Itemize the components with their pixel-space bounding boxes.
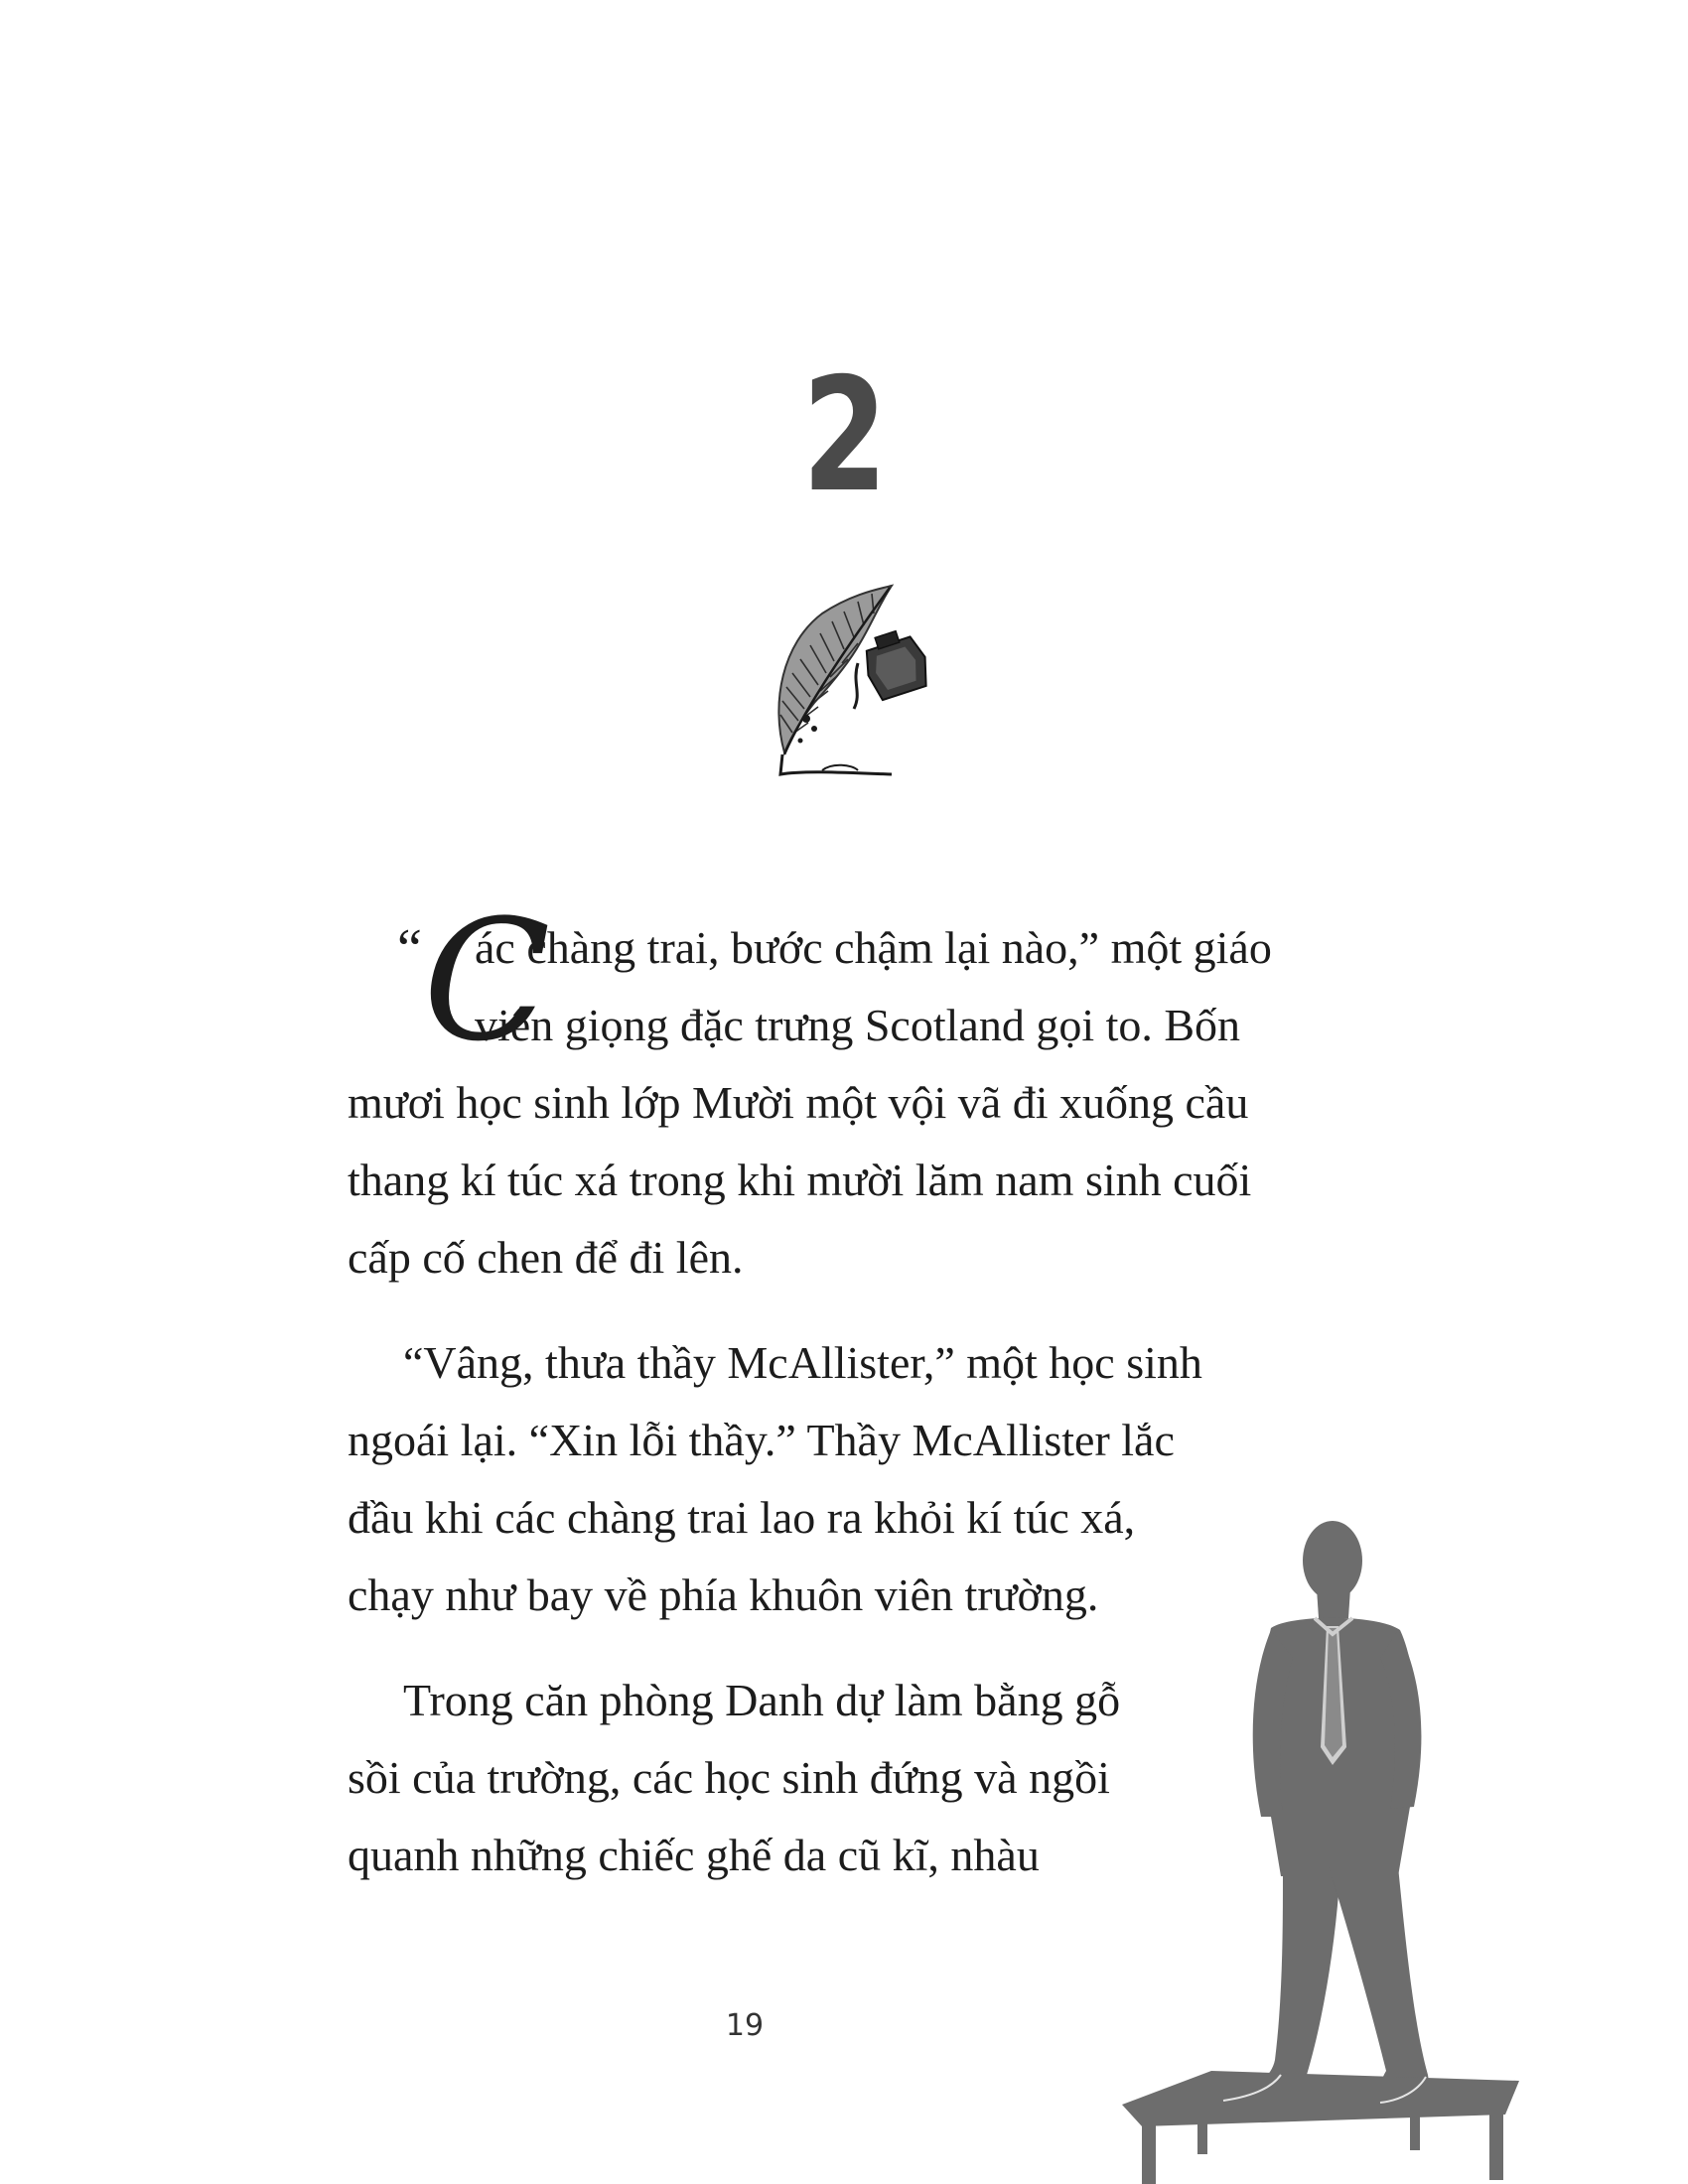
text-line: ngoái lại. “Xin lỗi thầy.” Thầy McAllister lắc [348,1415,1175,1465]
text-line: “Vâng, thưa thầy McAllister,” một học sinh [403,1337,1202,1388]
man-standing-on-desk-silhouette [1112,1519,1529,2184]
quill-and-inkpot-icon [763,584,931,782]
text-line: sồi của trường, các học sinh đứng và ngồi [348,1752,1110,1803]
text-line: chạy như bay về phía khuôn viên trường. [348,1570,1099,1620]
drop-cap-quote: “ [397,918,422,980]
text-line: mươi học sinh lớp Mười một vội vã đi xuống cầu [348,1077,1249,1128]
text-line: viên giọng đặc trưng Scotland gọi to. Bốn [475,1000,1241,1050]
text-line: Trong căn phòng Danh dự làm bằng gỗ [403,1675,1121,1725]
text-line: ác chàng trai, bước chậm lại nào,” một giáo [475,922,1272,973]
text-line: thang kí túc xá trong khi mười lăm nam sinh cuối [348,1155,1252,1205]
paragraph [348,909,1535,1297]
drop-cap-letter: C [423,884,551,1078]
page-number: 19 [725,2008,765,2043]
text-line: quanh những chiếc ghế da cũ kĩ, nhàu [348,1830,1040,1880]
text-line: cấp cố chen để đi lên. [348,1232,744,1283]
text-line: đầu khi các chàng trai lao ra khỏi kí túc xá, [348,1492,1136,1543]
chapter-number: 2 [801,344,887,527]
